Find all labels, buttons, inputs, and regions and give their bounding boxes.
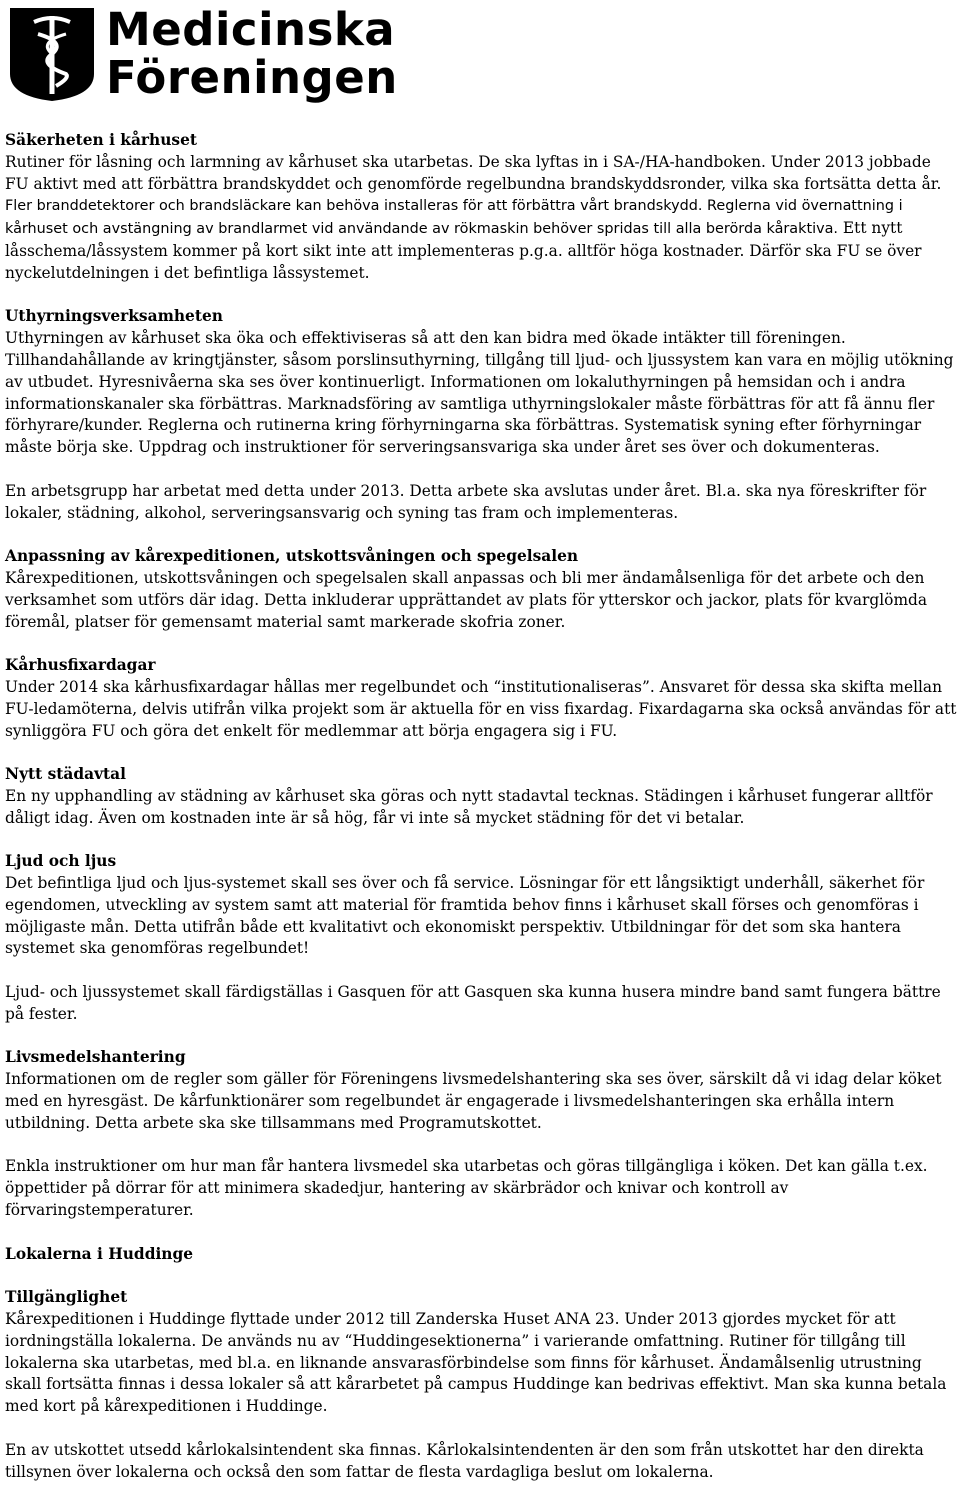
- section-livsmedel: [5, 1047, 957, 1221]
- paragraph: Informationen om de regler som gäller för Föreningens livsmedelshantering ska ses över, särskilt då vi idag delar köket med en hyresgäst. De kårfunktionärer som regelbundet är engagerade i livsmedelshanteringen ska erhålla intern utbildning. Detta arbete ska ske tillsammans med Programutskottet.: [5, 1070, 942, 1132]
- paragraph-part: Rutiner för låsning och larmning av kårhuset ska utarbetas. De ska lyftas in i SA-/HA-handboken. Under 2013 jobbade FU aktivt med att förbättra brandskyddet och genomförde regelbundna brandskyddsronder, vilka ska fortsätta detta år.: [5, 152, 942, 193]
- section-heading: Ljud och ljus: [5, 852, 117, 871]
- section-heading: Lokalerna i Huddinge: [5, 1244, 194, 1263]
- section-uthyrning: [5, 306, 957, 524]
- paragraph: Enkla instruktioner om hur man får hantera livsmedel ska utarbetas och göras tillgängliga i köken. Det kan gälla t.ex. öppettider på dörrar för att minimera skadedjur, hantering av skärbrädor och knivar och kontroll av förvaringstemperaturer.: [5, 1157, 928, 1220]
- paragraph: Ljud- och ljussystemet skall färdigställas i Gasquen för att Gasquen ska kunna husera mindre band samt fungera bättre på fester.: [5, 983, 941, 1023]
- section-heading: Säkerheten i kårhuset: [5, 131, 197, 149]
- paragraph: [5, 152, 957, 285]
- paragraph-part: Ett nytt låsschema/låssystem kommer på kort sikt inte att implementeras p.g.a. alltför höga kostnader. Därför ska FU se över nyckelutdelningen i det befintliga låssystemet.: [5, 219, 922, 282]
- section-heading: Uthyrningsverksamheten: [5, 307, 223, 326]
- paragraph: En arbetsgrupp har arbetat med detta under 2013. Detta arbete ska avslutas under året. Bl.a. ska nya föreskrifter för lokaler, städning, alkohol, serveringsansvarig och syning tas fram och implementeras.: [5, 481, 927, 522]
- paragraph: Kårexpeditionen, utskottsvåningen och spegelsalen skall anpassas och bli mer ändamålsenliga för det arbete och den verksamhet som utförs där idag. Detta inkluderar upprättandet av plats för ytterskor och jackor, plats för kvarglömda föremål, platser för gemensamt material samt markerade skofria zoner.: [5, 568, 928, 631]
- paragraph-part-sans: Fler branddetektorer och brandsläckare kan behöva installeras för att förbättra vårt brandskydd. Reglerna vid övernattning i kårhuset och avstängning av brandlarmet vid användande av rökmaskin behöver spridas till alla berörda kåraktiva.: [5, 198, 903, 238]
- section-heading: Kårhusfixardagar: [5, 656, 156, 675]
- paragraph: En ny upphandling av städning av kårhuset ska göras och nytt stadavtal tecknas. Städingen i kårhuset fungerar alltför dåligt idag. Även om kostnaden inte är så hög, får vi inte så mycket städning för det vi betalar.: [5, 786, 933, 827]
- logo-wordmark: [106, 3, 398, 104]
- paragraph: Det befintliga ljud och ljus-systemet skall ses över och få service. Lösningar för ett långsiktigt underhåll, säkerhet för egendomen, utveckling av system samt att material för framtida behov finns i kårhuset skall förses och genomföras i möjligaste mån. Detta utifrån både ett kvalitativt och ekonomiskt perspektiv. Utbildningar för det som ska hantera systemet ska genomföras regelbundet!: [5, 874, 925, 958]
- section-fixardagar: [5, 655, 957, 742]
- section-heading: Nytt städavtal: [5, 765, 126, 784]
- section-sakerheten: [5, 130, 957, 285]
- logo-line-1: Medicinska: [106, 3, 396, 56]
- paragraph: Kårexpeditionen i Huddinge flyttade under 2012 till Zanderska Huset ANA 23. Under 2013 gjordes mycket för att iordningställa lokalerna. De används nu av “Huddingesektionerna” i varierande omfattning. Rutiner för tillgång till lokalerna ska utarbetas, med bl.a. en liknande ansvarasförbindelse som finns för kårhuset. Ändamålsenlig utrustning skall fortsätta finnas i dessa lokaler så att kårarbetet på campus Huddinge kan bedrivas effektivt. Man ska kunna betala med kort på kårexpeditionen i Huddinge.: [5, 1310, 947, 1416]
- logo: [4, 2, 398, 106]
- section-tillganglighet: [5, 1287, 957, 1483]
- section-ljud: [5, 851, 957, 1025]
- section-huddinge: [5, 1244, 957, 1266]
- paragraph: Under 2014 ska kårhusfixardagar hållas mer regelbundet och “institutionaliseras”. Ansvaret för dessa ska skifta mellan FU-ledamöterna, delvis utifrån vilka projekt som är aktuella för en viss fixardag. Fixardagarna ska också användas för att synliggöra FU och göra det enkelt för medlemmar att börja engagera sig i FU.: [5, 677, 957, 740]
- section-heading: Anpassning av kårexpeditionen, utskottsvåningen och spegelsalen: [5, 547, 579, 566]
- section-stadavtal: [5, 764, 957, 829]
- section-heading: Tillgänglighet: [5, 1288, 128, 1307]
- logo-line-2: Föreningen: [106, 51, 398, 104]
- paragraph: En av utskottet utsedd kårlokalsintendent ska finnas. Kårlokalsintendenten är den som från utskottet har den direkta tillsynen över lokalerna och också den som fattar de flesta vardagliga beslut om lokalerna.: [5, 1440, 924, 1481]
- section-heading: Livsmedelshantering: [5, 1048, 186, 1067]
- section-anpassning: [5, 546, 957, 633]
- document-body: [5, 130, 957, 1483]
- paragraph: Uthyrningen av kårhuset ska öka och effektiviseras så att den kan bidra med ökade intäkter till föreningen. Tillhandahållande av kringtjänster, såsom porslinsuthyrning, tillgång till ljud- och ljussystem kan vara en möjlig utökning av utbudet. Hyresnivåerna ska ses över kontinuerligt. Informationen om lokaluthyrningen på hemsidan och i andra informationskanaler ska förbättras. Marknadsföring av samtliga uthyrningslokaler måste förbättras för att få ännu fler förhyrare/kunder. Reglerna och rutinerna kring förhyrningarna ska förbättras. Systematisk syning efter förhyrningar måste börja ske. Uppdrag och instruktioner för serveringsansvariga ska under året ses över och dokumenteras.: [5, 329, 954, 457]
- caduceus-icon: [4, 2, 100, 102]
